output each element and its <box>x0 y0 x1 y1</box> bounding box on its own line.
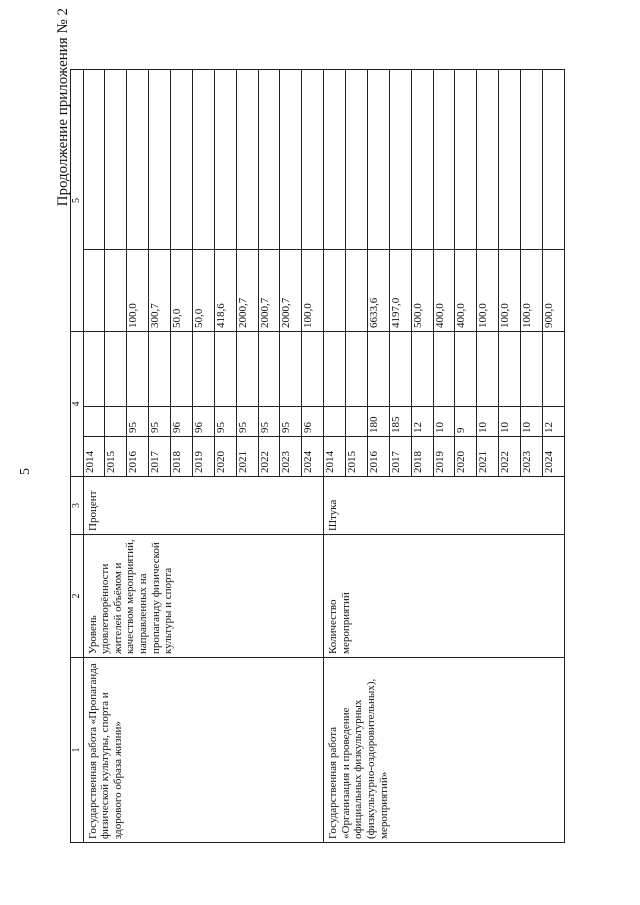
year-cell: 2021 <box>236 437 258 477</box>
amount-cell: 100,0 <box>477 250 499 332</box>
indicator-value-cell: 96 <box>302 407 324 437</box>
indicator-value-cell: 10 <box>433 407 455 437</box>
indicator-value-cell: 10 <box>499 407 521 437</box>
empty-cell <box>105 332 127 407</box>
year-cell: 2020 <box>455 437 477 477</box>
indicator-value-cell: 95 <box>214 407 236 437</box>
empty-cell <box>433 332 455 407</box>
indicator-value-cell <box>324 407 346 437</box>
unit-cell: Процент <box>83 477 324 535</box>
empty-cell <box>346 70 368 250</box>
empty-cell <box>389 332 411 407</box>
amount-cell: 2000,7 <box>258 250 280 332</box>
empty-cell <box>521 70 543 250</box>
empty-cell <box>324 70 346 250</box>
amount-cell <box>105 250 127 332</box>
empty-cell <box>389 70 411 250</box>
indicator-value-cell: 9 <box>455 407 477 437</box>
year-cell: 2017 <box>389 437 411 477</box>
amount-cell: 100,0 <box>302 250 324 332</box>
empty-cell <box>258 70 280 250</box>
year-cell: 2014 <box>324 437 346 477</box>
year-cell: 2019 <box>433 437 455 477</box>
indicator-value-cell <box>105 407 127 437</box>
empty-cell <box>324 332 346 407</box>
page-number: 5 <box>18 468 33 475</box>
year-cell: 2015 <box>346 437 368 477</box>
empty-cell <box>477 332 499 407</box>
empty-cell <box>367 70 389 250</box>
empty-cell <box>127 70 149 250</box>
empty-cell <box>236 70 258 250</box>
table-row <box>83 70 105 843</box>
empty-cell <box>477 70 499 250</box>
empty-cell <box>149 332 171 407</box>
year-cell: 2016 <box>127 437 149 477</box>
amount-cell: 4197,0 <box>389 250 411 332</box>
indicator-value-cell: 12 <box>411 407 433 437</box>
empty-cell <box>127 332 149 407</box>
empty-cell <box>367 332 389 407</box>
year-cell: 2021 <box>477 437 499 477</box>
empty-cell <box>499 332 521 407</box>
indicator-value-cell: 95 <box>280 407 302 437</box>
year-cell: 2023 <box>280 437 302 477</box>
empty-cell <box>83 332 105 407</box>
indicator-value-cell: 12 <box>542 407 564 437</box>
amount-cell: 50,0 <box>192 250 214 332</box>
year-cell: 2023 <box>521 437 543 477</box>
indicator-value-cell <box>83 407 105 437</box>
empty-cell <box>455 332 477 407</box>
empty-cell <box>542 332 564 407</box>
amount-cell: 400,0 <box>455 250 477 332</box>
work-name-cell: Государственная работа «Организация и проведение официальных физкультурных (физкультурно-оздоровительных), мероприятий» <box>324 658 565 843</box>
year-cell: 2014 <box>83 437 105 477</box>
header-col-3: 3 <box>71 477 84 535</box>
indicator-value-cell: 95 <box>127 407 149 437</box>
amount-cell: 400,0 <box>433 250 455 332</box>
empty-cell <box>280 332 302 407</box>
amount-cell: 418,6 <box>214 250 236 332</box>
amount-cell: 100,0 <box>499 250 521 332</box>
continuation-label: Продолжение приложения № 2 <box>55 8 71 207</box>
year-cell: 2024 <box>302 437 324 477</box>
empty-cell <box>455 70 477 250</box>
indicator-value-cell: 96 <box>192 407 214 437</box>
empty-cell <box>83 70 105 250</box>
empty-cell <box>171 332 193 407</box>
empty-cell <box>192 332 214 407</box>
empty-cell <box>214 332 236 407</box>
year-cell: 2022 <box>258 437 280 477</box>
empty-cell <box>258 332 280 407</box>
amount-cell: 300,7 <box>149 250 171 332</box>
empty-cell <box>214 70 236 250</box>
empty-cell <box>302 332 324 407</box>
empty-cell <box>302 70 324 250</box>
empty-cell <box>433 70 455 250</box>
empty-cell <box>346 332 368 407</box>
indicator-value-cell: 95 <box>149 407 171 437</box>
amount-cell: 500,0 <box>411 250 433 332</box>
indicator-value-cell: 180 <box>367 407 389 437</box>
header-col-5: 5 <box>71 70 84 332</box>
indicator-value-cell: 96 <box>171 407 193 437</box>
indicator-value-cell: 95 <box>236 407 258 437</box>
amount-cell: 2000,7 <box>236 250 258 332</box>
indicator-value-cell: 10 <box>521 407 543 437</box>
amount-cell: 2000,7 <box>280 250 302 332</box>
indicator-value-cell: 95 <box>258 407 280 437</box>
header-col-4: 4 <box>71 332 84 477</box>
work-name-cell: Государственная работа «Пропаганда физической культуры, спорта и здорового образа жизни» <box>83 658 324 843</box>
amount-cell: 6633,6 <box>367 250 389 332</box>
amount-cell: 100,0 <box>521 250 543 332</box>
indicator-value-cell: 185 <box>389 407 411 437</box>
empty-cell <box>192 70 214 250</box>
year-cell: 2018 <box>171 437 193 477</box>
amount-cell: 900,0 <box>542 250 564 332</box>
year-cell: 2016 <box>367 437 389 477</box>
indicator-value-cell: 10 <box>477 407 499 437</box>
empty-cell <box>105 70 127 250</box>
year-cell: 2022 <box>499 437 521 477</box>
header-col-2: 2 <box>71 535 84 658</box>
empty-cell <box>521 332 543 407</box>
year-cell: 2024 <box>542 437 564 477</box>
empty-cell <box>236 332 258 407</box>
table-row <box>324 70 346 843</box>
empty-cell <box>542 70 564 250</box>
header-col-1: 1 <box>71 658 84 843</box>
empty-cell <box>149 70 171 250</box>
amount-cell <box>83 250 105 332</box>
empty-cell <box>280 70 302 250</box>
empty-cell <box>411 332 433 407</box>
year-cell: 2020 <box>214 437 236 477</box>
year-cell: 2015 <box>105 437 127 477</box>
amount-cell: 100,0 <box>127 250 149 332</box>
program-table <box>70 69 565 843</box>
unit-cell: Штука <box>324 477 565 535</box>
year-cell: 2019 <box>192 437 214 477</box>
indicator-value-cell <box>346 407 368 437</box>
year-cell: 2017 <box>149 437 171 477</box>
amount-cell: 50,0 <box>171 250 193 332</box>
year-cell: 2018 <box>411 437 433 477</box>
amount-cell <box>346 250 368 332</box>
indicator-cell: Количество мероприятий <box>324 535 565 658</box>
empty-cell <box>171 70 193 250</box>
header-row <box>71 70 84 843</box>
empty-cell <box>411 70 433 250</box>
empty-cell <box>499 70 521 250</box>
amount-cell <box>324 250 346 332</box>
indicator-cell: Уровень удовлетворённости жителей объёмом и качеством мероприятий, направленных на пропаганду физической культуры и спорта <box>83 535 324 658</box>
